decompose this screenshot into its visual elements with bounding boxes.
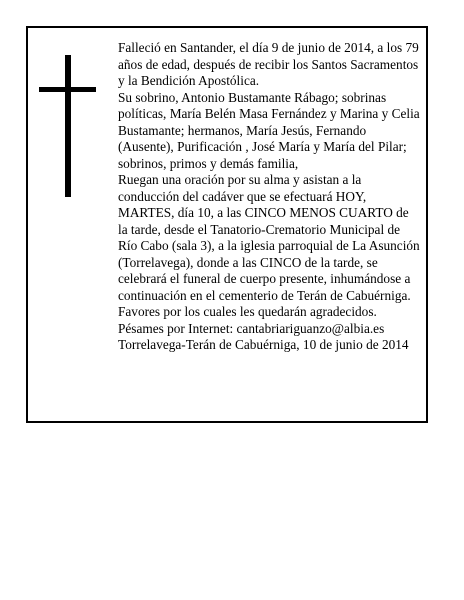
place-and-date: Torrelavega-Terán de Cabuérniga, 10 de junio de 2014 [118,337,409,352]
condolences-contact: Pésames por Internet: cantabriariguanzo@albia.es [118,320,385,336]
obituary-text [118,40,420,354]
cross-vertical-bar [65,55,71,197]
cross-icon [28,28,88,178]
family-list: Su sobrino, Antonio Bustamante Rábago; sobrinas políticas, María Belén Masa Fernández y Marina y Celia Bustamante; hermanos, María Jesús, Fernando (Ausente), Purificación , José María y María del Pilar; sobrinos, primos y demás familia, [118,89,420,171]
death-announcement: Falleció en Santander, el día 9 de junio de 2014, a los 79 años de edad, después de recibir los Santos Sacramentos y la Bendición Apostólica. [118,40,419,88]
cross-horizontal-bar [39,87,96,92]
obituary-notice [26,26,428,423]
funeral-details: Ruegan una oración por su alma y asistan a la conducción del cadáver que se efectuará HOY, MARTES, día 10, a las CINCO MENOS CUARTO de la tarde, desde el Tanatorio-Crematorio Municipal de Río Cabo (sala 3), a la iglesia parroquial de La Asunción (Torrelavega), donde a las CINCO de la tarde, se celebrará el funeral de cuerpo presente, inhumándose a continuación en el cementerio de Terán de Cabuérniga. Favores por los cuales les quedarán agradecidos. [118,172,420,319]
